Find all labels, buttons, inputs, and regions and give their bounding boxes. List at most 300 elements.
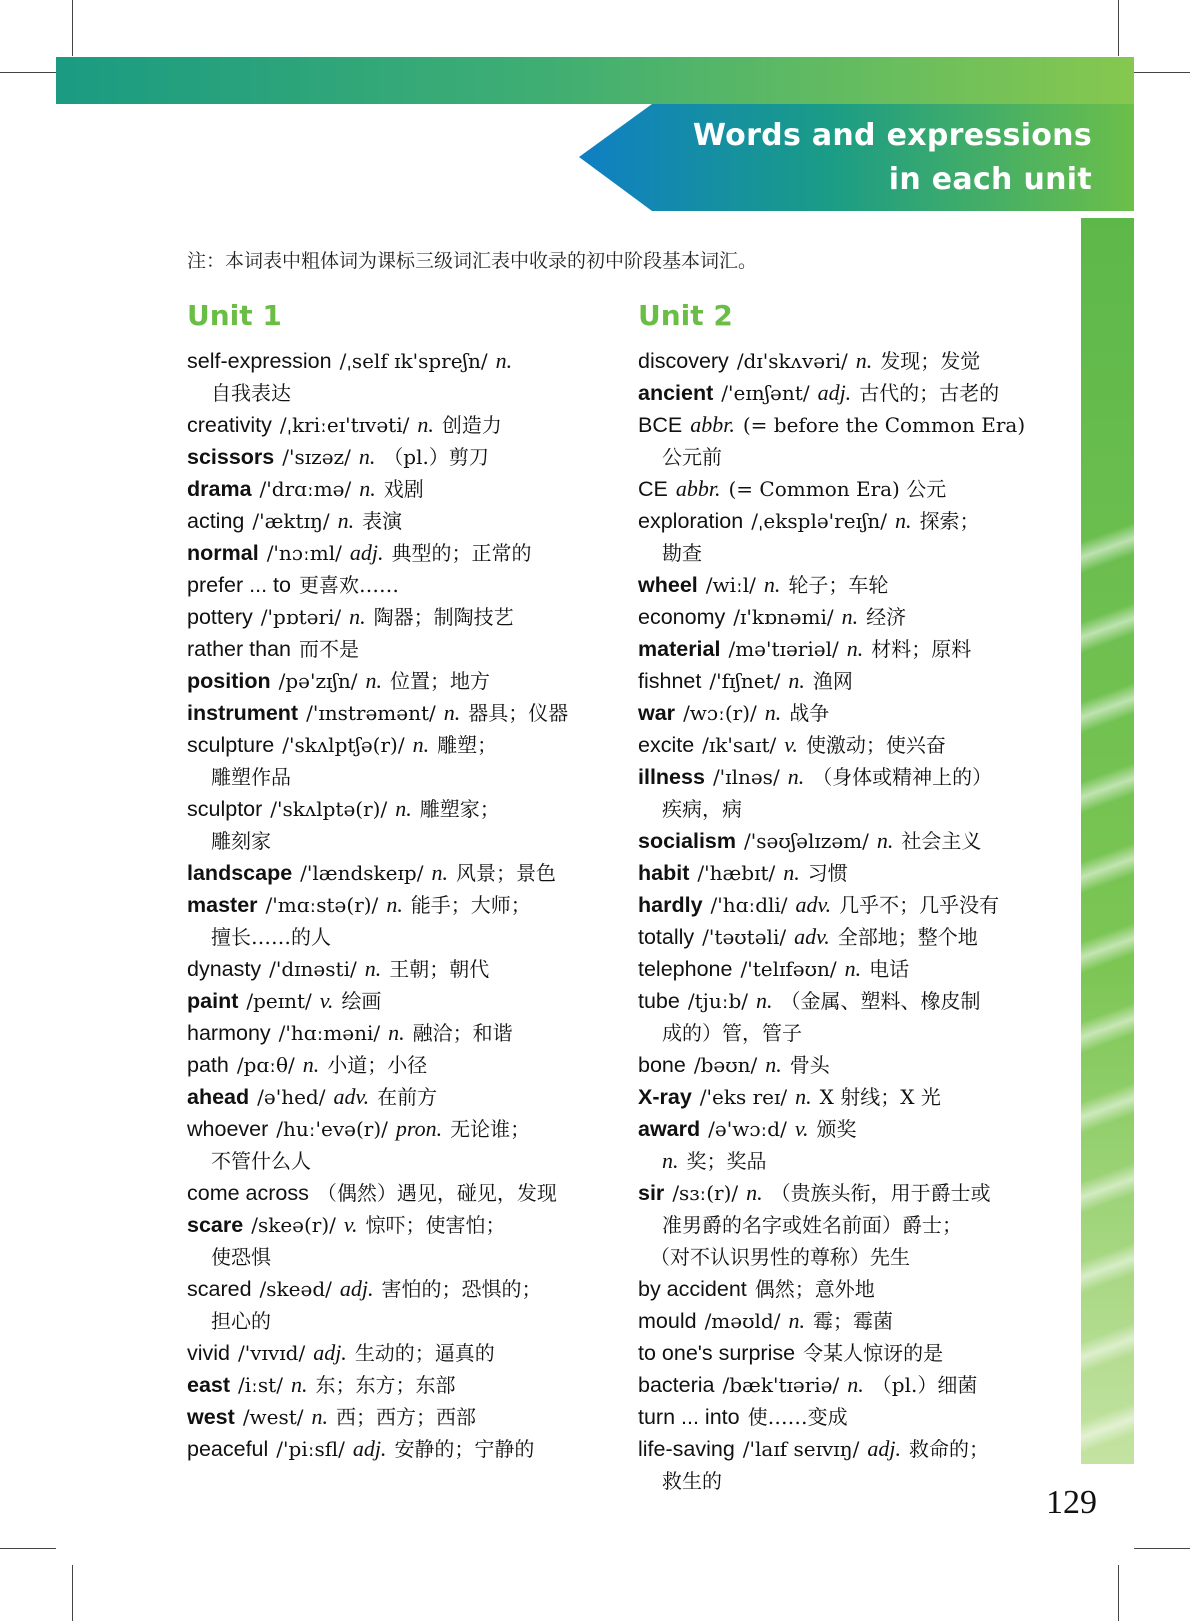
phonetic: /ə'wɔːd/ xyxy=(708,1117,787,1141)
unit-1-column xyxy=(187,293,607,1465)
headword: X-ray xyxy=(638,1085,692,1109)
headword: CE xyxy=(638,477,668,501)
crop-mark xyxy=(72,1565,73,1621)
page-number: 129 xyxy=(1046,1484,1097,1521)
entry-line xyxy=(638,953,1058,985)
phonetic: /dɪ'skʌvəri/ xyxy=(736,349,848,373)
word-entry xyxy=(638,921,1058,953)
entry-line xyxy=(638,569,1058,601)
definition: 害怕的；恐惧的； xyxy=(381,1277,542,1301)
part-of-speech: n. xyxy=(746,1180,763,1205)
part-of-speech: n. xyxy=(417,412,434,437)
entry-line xyxy=(187,473,607,505)
entry-line xyxy=(638,345,1058,377)
definition-continued: 准男爵的名字或姓名前面）爵士； xyxy=(662,1213,962,1237)
side-decoration-bar xyxy=(1081,218,1134,1464)
part-of-speech: n. xyxy=(359,476,376,501)
phonetic: /skeə(r)/ xyxy=(251,1213,336,1237)
definition: 能手；大师； xyxy=(410,893,531,917)
word-entry xyxy=(638,1369,1058,1401)
entry-line xyxy=(638,1081,1058,1113)
entry-line xyxy=(187,409,607,441)
page-title-line1: Words and expressions xyxy=(692,118,1092,153)
definition-continued: 使恐惧 xyxy=(211,1245,271,1269)
definition-continued: 雕塑作品 xyxy=(211,765,291,789)
definition: 更喜欢…… xyxy=(298,573,399,597)
decorative-stripe xyxy=(1081,1398,1134,1458)
definition: 渔网 xyxy=(812,669,853,693)
phonetic: /'fɪʃnet/ xyxy=(709,669,781,693)
part-of-speech: n. xyxy=(311,1404,329,1429)
decorative-stripe xyxy=(1081,918,1134,978)
crop-mark xyxy=(1118,1565,1119,1621)
part-of-speech: abbr. xyxy=(675,476,721,501)
definition-continued: 疾病，病 xyxy=(662,797,742,821)
definition-continued: 自我表达 xyxy=(211,381,291,405)
headword: wheel xyxy=(638,573,698,597)
entry-line xyxy=(187,601,607,633)
headword: drama xyxy=(187,477,252,501)
page-title-line2: in each unit xyxy=(888,162,1092,197)
definition: 陶器；制陶技艺 xyxy=(373,605,514,629)
part-of-speech: n. xyxy=(788,668,805,693)
entry-line xyxy=(187,1017,607,1049)
part-of-speech: n. xyxy=(855,348,873,373)
title-banner xyxy=(579,104,1134,211)
word-entry xyxy=(187,697,607,729)
part-of-speech: n. xyxy=(788,1308,805,1333)
phonetic: /ə'hed/ xyxy=(257,1085,326,1109)
word-entry xyxy=(638,633,1058,665)
headword: discovery xyxy=(638,349,729,373)
decorative-stripe xyxy=(1081,598,1134,658)
word-entry xyxy=(187,889,607,953)
definition: 古代的；古老的 xyxy=(859,381,1000,405)
word-list xyxy=(638,345,1058,1497)
part-of-speech: n. xyxy=(844,956,862,981)
definition: 无论谁； xyxy=(450,1117,531,1141)
definition: 安静的；宁静的 xyxy=(394,1437,535,1461)
headword: peaceful xyxy=(187,1437,269,1461)
word-entry xyxy=(638,569,1058,601)
word-entry xyxy=(187,953,607,985)
part-of-speech: n. xyxy=(365,668,382,693)
phonetic: /'mɑːstə(r)/ xyxy=(265,893,379,917)
vocabulary-note: 注：本词表中粗体词为课标三级词汇表中收录的初中阶段基本词汇。 xyxy=(187,250,758,272)
word-entry xyxy=(187,857,607,889)
word-entry xyxy=(187,1017,607,1049)
headword: war xyxy=(638,701,676,725)
part-of-speech: adv. xyxy=(333,1084,370,1109)
definition-continued: 成的）管，管子 xyxy=(662,1021,802,1045)
phonetic: /'hæbɪt/ xyxy=(697,861,776,885)
entry-line xyxy=(638,1337,1058,1369)
phonetic: /'pɒtəri/ xyxy=(260,605,342,629)
definition: 王朝；朝代 xyxy=(389,957,490,981)
word-entry xyxy=(638,697,1058,729)
headword: instrument xyxy=(187,701,299,725)
entry-line xyxy=(187,1049,607,1081)
phonetic: /pɑːθ/ xyxy=(236,1053,295,1077)
part-of-speech: n. xyxy=(395,796,412,821)
entry-line xyxy=(187,793,607,825)
definition: (= Common Era) 公元 xyxy=(728,477,947,501)
definition-continued: 公元前 xyxy=(662,445,722,469)
headword: come across xyxy=(187,1181,309,1205)
part-of-speech: n. xyxy=(841,604,859,629)
word-entry xyxy=(187,1273,607,1337)
part-of-speech: v. xyxy=(343,1212,358,1237)
crop-mark xyxy=(72,0,73,56)
headword: harmony xyxy=(187,1021,271,1045)
entry-line xyxy=(187,1177,607,1209)
headword: sculpture xyxy=(187,733,275,757)
word-entry xyxy=(638,505,1058,569)
phonetic: /'piːsfl/ xyxy=(276,1437,345,1461)
definition: 戏剧 xyxy=(383,477,424,501)
entry-line xyxy=(187,633,607,665)
crop-mark xyxy=(0,72,56,73)
entry-continuation xyxy=(638,793,1058,825)
word-entry xyxy=(638,825,1058,857)
word-entry xyxy=(638,409,1058,473)
definition: 骨头 xyxy=(789,1053,830,1077)
entry-line xyxy=(638,889,1058,921)
word-entry xyxy=(187,505,607,537)
word-entry xyxy=(638,601,1058,633)
word-entry xyxy=(638,1305,1058,1337)
word-entry xyxy=(187,665,607,697)
definition: 救命的； xyxy=(908,1437,989,1461)
word-entry xyxy=(638,377,1058,409)
word-entry xyxy=(187,1081,607,1113)
word-entry xyxy=(187,1177,607,1209)
part-of-speech: n. xyxy=(358,444,376,469)
phonetic: /'nɔːml/ xyxy=(266,541,342,565)
entry-line xyxy=(187,985,607,1017)
entry-continuation xyxy=(638,1465,1058,1497)
headword: acting xyxy=(187,509,245,533)
word-entry xyxy=(187,1049,607,1081)
headword: telephone xyxy=(638,957,733,981)
definition: （偶然）遇见，碰见，发现 xyxy=(316,1181,557,1205)
part-of-speech: n. xyxy=(388,1020,405,1045)
word-entry xyxy=(187,1337,607,1369)
part-of-speech: abbr. xyxy=(690,412,735,437)
unit-heading: Unit 1 xyxy=(187,299,282,332)
entry-continuation xyxy=(638,1241,1058,1273)
definition: 习惯 xyxy=(807,861,848,885)
part-of-speech: n. xyxy=(847,1372,864,1397)
entry-continuation xyxy=(638,1209,1058,1241)
part-of-speech: n. xyxy=(783,860,800,885)
definition: 几乎不；几乎没有 xyxy=(839,893,1000,917)
decorative-stripe xyxy=(1081,1158,1134,1218)
headword: prefer ... to xyxy=(187,573,291,597)
definition: 探索； xyxy=(919,509,980,533)
word-entry xyxy=(638,1401,1058,1433)
headword: sir xyxy=(638,1181,665,1205)
word-entry xyxy=(187,1113,607,1177)
phonetic: /'ɪlnəs/ xyxy=(712,765,780,789)
part-of-speech: n. xyxy=(876,828,894,853)
definition: (= before the Common Era) xyxy=(742,413,1026,437)
part-of-speech: adj. xyxy=(867,1436,901,1461)
entry-line xyxy=(638,1401,1058,1433)
decorative-stripe xyxy=(1081,518,1134,578)
header-band xyxy=(56,57,1134,104)
part-of-speech: n. xyxy=(787,764,805,789)
entry-line xyxy=(187,1369,607,1401)
definition: 表演 xyxy=(362,509,403,533)
definition: 位置；地方 xyxy=(389,669,490,693)
word-entry xyxy=(638,1177,1058,1273)
definition: 惊吓；使害怕； xyxy=(365,1213,506,1237)
definition: 霉；霉菌 xyxy=(812,1309,893,1333)
entry-continuation xyxy=(187,1145,607,1177)
phonetic: /sɜː(r)/ xyxy=(672,1181,739,1205)
phonetic: /'dɪnəsti/ xyxy=(269,957,357,981)
definition: X 射线；X 光 xyxy=(819,1085,941,1109)
definition: （身体或精神上的） xyxy=(812,765,993,789)
headword: illness xyxy=(638,765,705,789)
headword: scissors xyxy=(187,445,275,469)
unit-heading: Unit 2 xyxy=(638,299,733,332)
entry-continuation xyxy=(187,761,607,793)
entry-line xyxy=(187,889,607,921)
definition-continued: （对不认识男性的尊称）先生 xyxy=(650,1245,910,1269)
definition: 而不是 xyxy=(298,637,359,661)
word-entry xyxy=(638,345,1058,377)
entry-line xyxy=(187,1273,607,1305)
crop-mark xyxy=(1134,1548,1190,1549)
part-of-speech: adj. xyxy=(339,1276,374,1301)
headword: west xyxy=(187,1405,235,1429)
entry-line xyxy=(638,633,1058,665)
definition: 使……变成 xyxy=(747,1405,848,1429)
entry-line xyxy=(187,441,607,473)
entry-continuation xyxy=(638,1145,1058,1177)
entry-continuation xyxy=(638,537,1058,569)
entry-line xyxy=(187,729,607,761)
headword: habit xyxy=(638,861,690,885)
part-of-speech: adj. xyxy=(313,1340,347,1365)
entry-line xyxy=(638,697,1058,729)
entry-line xyxy=(187,1337,607,1369)
part-of-speech: n. xyxy=(495,348,513,373)
definition: （贵族头衔，用于爵士或 xyxy=(770,1181,991,1205)
word-entry xyxy=(187,569,607,601)
definition: 绘画 xyxy=(341,989,382,1013)
definition: 战争 xyxy=(789,701,830,725)
phonetic: /skeəd/ xyxy=(259,1277,332,1301)
word-entry xyxy=(187,345,607,409)
part-of-speech: n. xyxy=(764,700,782,725)
phonetic: /bæk'tɪəriə/ xyxy=(722,1373,840,1397)
entry-continuation xyxy=(187,921,607,953)
headword: excite xyxy=(638,733,695,757)
phonetic: /ˌeksplə'reɪʃn/ xyxy=(751,509,888,533)
headword: to one's surprise xyxy=(638,1341,796,1365)
entry-line xyxy=(187,345,607,377)
definition: 典型的；正常的 xyxy=(391,541,532,565)
entry-line xyxy=(638,1273,1058,1305)
phonetic: /məʊld/ xyxy=(704,1309,781,1333)
definition-continued: 救生的 xyxy=(662,1469,722,1493)
part-of-speech: adj. xyxy=(817,380,852,405)
definition: 偶然；意外地 xyxy=(754,1277,875,1301)
word-entry xyxy=(638,1049,1058,1081)
part-of-speech: n. xyxy=(895,508,912,533)
headword: totally xyxy=(638,925,695,949)
definition: （金属、塑料、橡皮制 xyxy=(780,989,981,1013)
entry-line xyxy=(638,1177,1058,1209)
word-entry xyxy=(187,729,607,793)
definition-continued: 奖；奖品 xyxy=(686,1149,767,1173)
headword: vivid xyxy=(187,1341,231,1365)
headword: material xyxy=(638,637,721,661)
decorative-stripe xyxy=(1081,1238,1134,1298)
crop-mark xyxy=(1118,0,1119,56)
word-entry xyxy=(638,729,1058,761)
phonetic: /'skʌlptə(r)/ xyxy=(270,797,388,821)
part-of-speech: n. xyxy=(763,572,781,597)
word-entry xyxy=(638,1273,1058,1305)
decorative-stripe xyxy=(1081,1078,1134,1138)
headword: normal xyxy=(187,541,259,565)
phonetic: /ˌkriːeɪ'tɪvəti/ xyxy=(279,413,410,437)
phonetic: /'laɪf seɪvɪŋ/ xyxy=(742,1437,860,1461)
part-of-speech: pron. xyxy=(395,1116,443,1141)
phonetic: /'æktɪŋ/ xyxy=(252,509,330,533)
entry-line xyxy=(187,697,607,729)
phonetic: /'skʌlptʃə(r)/ xyxy=(282,733,405,757)
definition: （pl.）剪刀 xyxy=(383,445,489,469)
definition-continued: 担心的 xyxy=(211,1309,271,1333)
entry-line xyxy=(638,377,1058,409)
definition: 东；东方；东部 xyxy=(315,1373,456,1397)
word-entry xyxy=(187,537,607,569)
entry-line xyxy=(187,1209,607,1241)
word-entry xyxy=(638,1081,1058,1113)
part-of-speech: adv. xyxy=(795,892,832,917)
entry-line xyxy=(638,505,1058,537)
phonetic: /west/ xyxy=(242,1405,304,1429)
phonetic: /wɔː(r)/ xyxy=(683,701,757,725)
headword: scared xyxy=(187,1277,252,1301)
definition: 颁奖 xyxy=(816,1117,857,1141)
headword: life-saving xyxy=(638,1437,735,1461)
word-entry xyxy=(187,441,607,473)
entry-line xyxy=(638,1305,1058,1337)
entry-line xyxy=(638,1113,1058,1145)
headword: hardly xyxy=(638,893,703,917)
phonetic: /tjuːb/ xyxy=(687,989,748,1013)
entry-line xyxy=(638,729,1058,761)
headword: rather than xyxy=(187,637,291,661)
definition: 电话 xyxy=(869,957,910,981)
decorative-stripe xyxy=(1081,678,1134,738)
phonetic: /'sɪzəz/ xyxy=(282,445,351,469)
entry-line xyxy=(187,1081,607,1113)
phonetic: /'vɪvɪd/ xyxy=(238,1341,306,1365)
definition: 雕塑家； xyxy=(419,797,500,821)
phonetic: /ˌself ɪk'spreʃn/ xyxy=(339,349,488,373)
word-entry xyxy=(638,1337,1058,1369)
word-entry xyxy=(638,473,1058,505)
definition-continued: 不管什么人 xyxy=(211,1149,311,1173)
definition: 雕塑； xyxy=(437,733,498,757)
part-of-speech: n. xyxy=(290,1372,308,1397)
headword: economy xyxy=(638,605,726,629)
definition: 融洽；和谐 xyxy=(412,1021,513,1045)
entry-line xyxy=(638,665,1058,697)
phonetic: /ɪk'saɪt/ xyxy=(702,733,777,757)
word-entry xyxy=(638,857,1058,889)
entry-line xyxy=(638,1369,1058,1401)
headword: self-expression xyxy=(187,349,332,373)
headword: BCE xyxy=(638,413,683,437)
part-of-speech: n. xyxy=(337,508,355,533)
headword: path xyxy=(187,1053,229,1077)
headword: mould xyxy=(638,1309,697,1333)
entry-line xyxy=(187,505,607,537)
part-of-speech: v. xyxy=(794,1116,809,1141)
unit-2-column xyxy=(638,293,1058,1497)
definition: 经济 xyxy=(866,605,907,629)
word-entry xyxy=(187,1401,607,1433)
word-entry xyxy=(638,889,1058,921)
headword: ahead xyxy=(187,1085,250,1109)
entry-line xyxy=(638,1049,1058,1081)
definition: 风景；景色 xyxy=(455,861,556,885)
part-of-speech: adj. xyxy=(352,1436,387,1461)
entry-line xyxy=(638,409,1058,441)
definition: 小道；小径 xyxy=(327,1053,428,1077)
entry-line xyxy=(187,1401,607,1433)
entry-line xyxy=(638,473,1058,505)
word-entry xyxy=(187,793,607,857)
entry-line xyxy=(187,665,607,697)
headword: bacteria xyxy=(638,1373,715,1397)
entry-line xyxy=(638,601,1058,633)
definition: 生动的；逼真的 xyxy=(354,1341,495,1365)
entry-line xyxy=(187,857,607,889)
crop-mark xyxy=(1134,72,1190,73)
phonetic: /wiːl/ xyxy=(705,573,756,597)
headword: by accident xyxy=(638,1277,747,1301)
headword: exploration xyxy=(638,509,744,533)
phonetic: /huː'evə(r)/ xyxy=(276,1117,388,1141)
definition-continued: 雕刻家 xyxy=(211,829,271,853)
headword: whoever xyxy=(187,1117,269,1141)
word-entry xyxy=(638,953,1058,985)
definition: 发现；发觉 xyxy=(880,349,981,373)
part-of-speech: adj. xyxy=(349,540,384,565)
phonetic: /'hɑːməni/ xyxy=(278,1021,381,1045)
definition-continued: 勘查 xyxy=(662,541,702,565)
definition: 创造力 xyxy=(441,413,502,437)
word-entry xyxy=(187,1433,607,1465)
definition-continued: 擅长……的人 xyxy=(211,925,331,949)
definition: （pl.）细菌 xyxy=(871,1373,978,1397)
definition: 社会主义 xyxy=(901,829,982,853)
headword: dynasty xyxy=(187,957,262,981)
headword: award xyxy=(638,1117,701,1141)
word-entry xyxy=(638,1433,1058,1497)
entry-line xyxy=(187,1113,607,1145)
definition: 西；西方；西部 xyxy=(336,1405,477,1429)
